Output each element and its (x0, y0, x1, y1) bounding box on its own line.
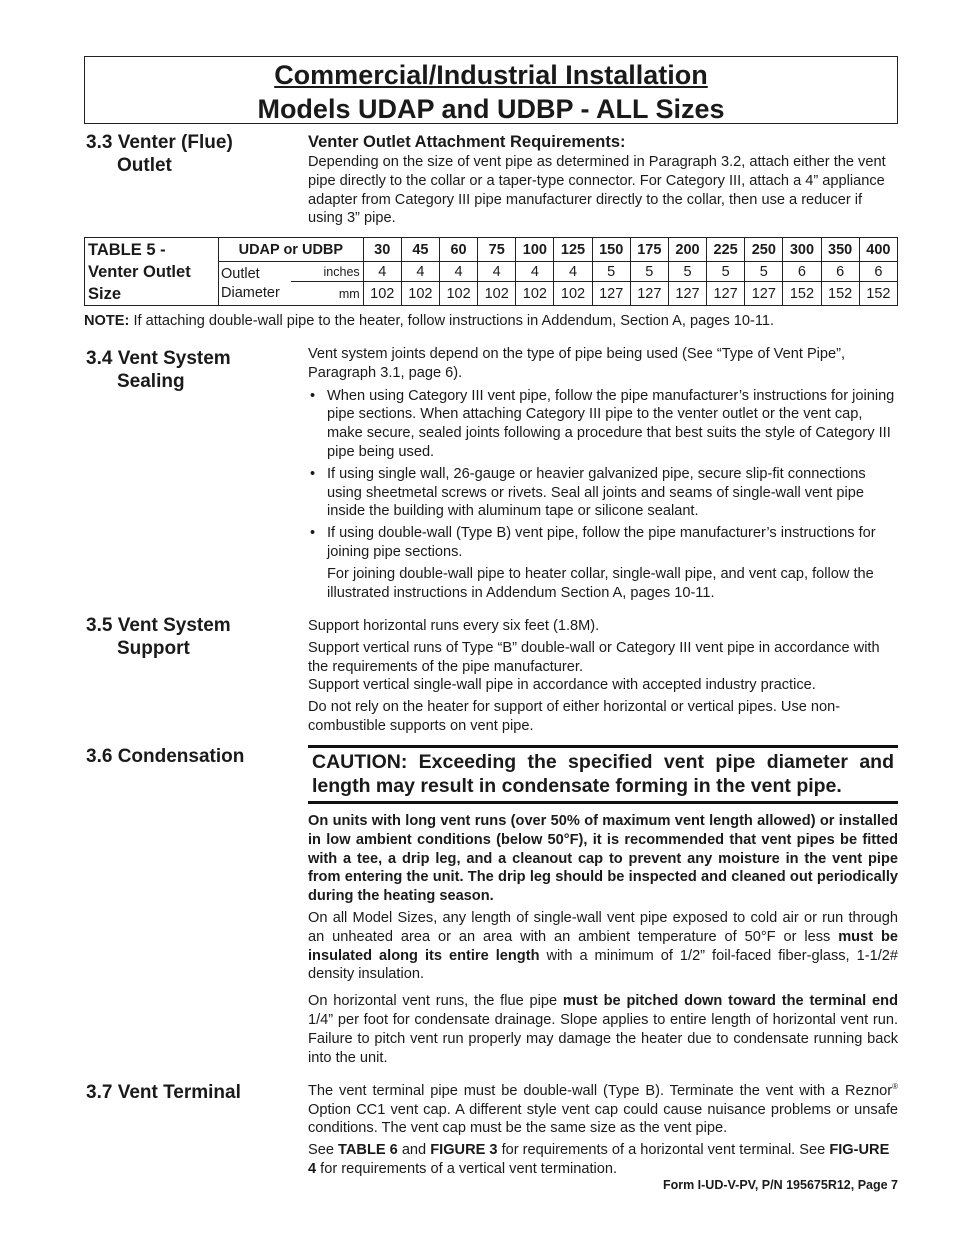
table-5-caption-line-1: TABLE 5 - (88, 240, 166, 259)
table-5-model-header: UDAP or UDBP (219, 238, 364, 262)
table-5-inches-cell: 4 (401, 262, 439, 282)
insulation-text-a: On all Model Sizes, any length of single-wall vent pipe exposed to cold air or run through an unheated area or an area with an ambient temperature of 50°F or less (308, 909, 898, 945)
table-5-venter-outlet-size (84, 237, 898, 306)
table-5-inches-cell: 6 (821, 262, 859, 282)
table-5-inches-cell: 4 (439, 262, 477, 282)
table-5-size-cell: 75 (478, 238, 516, 262)
table-5-mm-cell: 102 (554, 282, 592, 306)
table-5-size-cell: 30 (363, 238, 401, 262)
condensation-insulation-paragraph (308, 909, 898, 984)
table-5-caption-line-3: Size (88, 284, 122, 303)
pitch-text-bold: must be pitched down toward the terminal end (562, 993, 898, 1010)
table-5-mm-cell: 152 (821, 282, 859, 306)
table-5-size-cell: 350 (821, 238, 859, 262)
table-5-size-cell: 100 (516, 238, 554, 262)
section-3-5-heading (86, 614, 231, 660)
table-5-inches-cell: 5 (668, 262, 706, 282)
table-5-size-cell: 125 (554, 238, 592, 262)
note-label: NOTE: (84, 313, 130, 329)
note-text: If attaching double-wall pipe to the heater, follow instructions in Addendum, Section A, pages 10-11. (129, 313, 775, 329)
table-5-size-cell: 150 (592, 238, 630, 262)
ref-text-g: for requirements of a vertical vent termination. (316, 1161, 618, 1178)
table-5-caption-line-2: Venter Outlet (88, 262, 191, 281)
page-title-box (84, 56, 898, 124)
table-5-inches-cell: 4 (478, 262, 516, 282)
table-5-inches-cell: 5 (630, 262, 668, 282)
table-5-mm-cell: 127 (668, 282, 706, 306)
table-5-inches-cell: 6 (859, 262, 897, 282)
condensation-warning-paragraph: On units with long vent runs (over 50% of maximum vent length allowed) or installed in low ambient conditions (below 50°F), it is recommended that vent pipes be fitted with a tee, a drip leg, and a cleanout cap to prevent any moisture in the vent pipe from entering the unit. The drip leg should be inspected and cleaned out periodically during the heating season. (308, 813, 898, 905)
table-5-inches-cell: 6 (783, 262, 821, 282)
table-5-unit-inches: inches (291, 262, 364, 282)
table-5-inches-cell: 5 (707, 262, 745, 282)
pitch-text-c: 1/4” per foot for condensate drainage. Slope applies to entire length of horizontal vent run. Failure to pitch vent run properly may damage the heater due to condensate running back into the unit. (308, 1011, 898, 1066)
table-5-mm-cell: 127 (592, 282, 630, 306)
table-5-size-cell: 200 (668, 238, 706, 262)
table-5-inches-cell: 5 (745, 262, 783, 282)
table-5-caption (85, 238, 219, 306)
section-3-7-body (308, 1078, 898, 1182)
section-3-3-heading-text: 3.3 Venter (Flue) (86, 132, 233, 153)
registered-mark: ® (892, 1082, 898, 1091)
section-3-3-heading (86, 131, 233, 177)
table-5-mm-cell: 127 (630, 282, 668, 306)
table-5-mm-cell: 152 (783, 282, 821, 306)
table-5-mm-cell: 102 (478, 282, 516, 306)
section-3-6-heading: 3.6 Condensation (86, 746, 245, 767)
table-5-mm-cell: 127 (745, 282, 783, 306)
section-3-7-heading: 3.7 Vent Terminal (86, 1082, 241, 1103)
ref-text-c: and (397, 1142, 431, 1159)
list-item: • If using single wall, 26-gauge or heavier galvanized pipe, secure slip-fit connections using sheetmetal screws or rivets. Seal all joints and seams of single-wall vent pipe inside the building with aluminum tape or silicone sealant. (308, 465, 898, 521)
vent-terminal-text-b: Option CC1 vent cap. A different style vent cap could cause nuisance problems or unsafe conditions. The vent cap must be the same size as the vent pipe. (308, 1101, 898, 1137)
table-5-mm-cell: 102 (516, 282, 554, 306)
list-item: • If using double-wall (Type B) vent pipe, follow the pipe manufacturer’s instructions for joining pipe sections. (308, 524, 898, 562)
table-5-size-cell: 175 (630, 238, 668, 262)
table-5-unit-mm: mm (291, 282, 364, 306)
table-5-mm-cell: 102 (439, 282, 477, 306)
table-5-inches-cell: 4 (554, 262, 592, 282)
section-3-4-heading-text: 3.4 Vent System (86, 348, 231, 369)
page-footer: Form I-UD-V-PV, P/N 195675R12, Page 7 (662, 1178, 898, 1192)
section-3-4-heading-cont: Sealing (117, 371, 185, 392)
section-3-4-heading (86, 347, 231, 393)
section-3-4-continuation: For joining double-wall pipe to heater collar, single-wall pipe, and vent cap, follow the illustrated instructions in Addendum Section A, pages 10-11. (327, 565, 874, 601)
insulation-text-c: with a minimum of 1/2” foil-faced fiber-glass, 1-1/2# density insulation. (308, 947, 898, 983)
caution-banner: CAUTION: Exceeding the specified vent pipe diameter and length may result in condensate forming in the vent pipe. (308, 745, 898, 804)
table-5-size-cell: 225 (707, 238, 745, 262)
table-5-size-cell: 400 (859, 238, 897, 262)
section-3-6-body (308, 745, 898, 1070)
vent-terminal-paragraph-2 (308, 1141, 898, 1179)
section-3-5-para-3: Support vertical single-wall pipe in accordance with accepted industry practice. (308, 677, 816, 694)
figure-3-reference: FIGURE 3 (430, 1142, 498, 1159)
insulation-text-bold: must be insulated along its entire length (308, 928, 899, 964)
section-3-5-para-2: Support vertical runs of Type “B” double-wall or Category III vent pipe in accordance with the requirements of the pipe manufacturer. (308, 639, 880, 675)
vent-terminal-paragraph-1 (308, 1078, 898, 1138)
table-5-row-label-2: Diameter (221, 284, 280, 301)
section-3-5-para-1: Support horizontal runs every six feet (1.8M). (308, 618, 600, 634)
table-5-size-cell: 45 (401, 238, 439, 262)
section-3-3-body (308, 132, 898, 231)
table-5-size-cell: 250 (745, 238, 783, 262)
table-5-mm-cell: 102 (401, 282, 439, 306)
page-title-line-2: Models UDAP and UDBP - ALL Sizes (257, 94, 725, 124)
figure-4-reference: FIG-URE 4 (308, 1142, 890, 1178)
table-5-inches-cell: 4 (363, 262, 401, 282)
table-5-mm-cell: 102 (363, 282, 401, 306)
section-3-5-heading-cont: Support (117, 638, 190, 659)
table-5-row-label (219, 262, 291, 306)
ref-text-e: for requirements of a horizontal vent terminal. See (497, 1142, 830, 1159)
condensation-pitch-paragraph (308, 992, 898, 1067)
page-title-line-1: Commercial/Industrial Installation (274, 60, 708, 90)
list-item: • When using Category III vent pipe, follow the pipe manufacturer’s instructions for joining pipe sections. When attaching Category III pipe to the venter outlet or the vent cap, make secure, sealed joints following a procedure that best suits the style of Category III pipe being used. (308, 387, 898, 462)
venter-outlet-paragraph: Depending on the size of vent pipe as determined in Paragraph 3.2, attach either the vent pipe directly to the collar or a taper-type connector. For Category III, attach a 4” appliance adapter from Category III pipe manufacturer directly to the collar, then use a reducer if using 3” pipe. (308, 154, 886, 227)
section-3-5-body (308, 617, 898, 739)
table-5-row-label-1: Outlet (221, 265, 260, 282)
vent-terminal-text-a: The vent terminal pipe must be double-wall (Type B). Terminate the vent with a Reznor (308, 1082, 893, 1099)
section-3-5-heading-text: 3.5 Vent System (86, 615, 231, 636)
section-3-5-para-4: Do not rely on the heater for support of either horizontal or vertical pipes. Use non-combustible supports on vent pipe. (308, 699, 841, 734)
table-6-reference: TABLE 6 (338, 1142, 398, 1159)
pitch-text-a: On horizontal vent runs, the flue pipe (308, 993, 563, 1010)
table-5-mm-cell: 127 (707, 282, 745, 306)
section-3-4-body (308, 345, 898, 605)
table-5-mm-cell: 152 (859, 282, 897, 306)
section-3-3-heading-cont: Outlet (117, 155, 172, 176)
table-5-inches-cell: 5 (592, 262, 630, 282)
table-5-size-cell: 60 (439, 238, 477, 262)
venter-outlet-subheading: Venter Outlet Attachment Requirements: (308, 133, 626, 151)
table-5-note (84, 313, 774, 329)
table-5-inches-cell: 4 (516, 262, 554, 282)
section-3-4-intro: Vent system joints depend on the type of pipe being used (See “Type of Vent Pipe”, Paragraph 3.1, page 6). (308, 346, 846, 381)
ref-text-a: See (308, 1142, 339, 1159)
section-3-4-bullets (308, 387, 898, 562)
table-5-size-cell: 300 (783, 238, 821, 262)
